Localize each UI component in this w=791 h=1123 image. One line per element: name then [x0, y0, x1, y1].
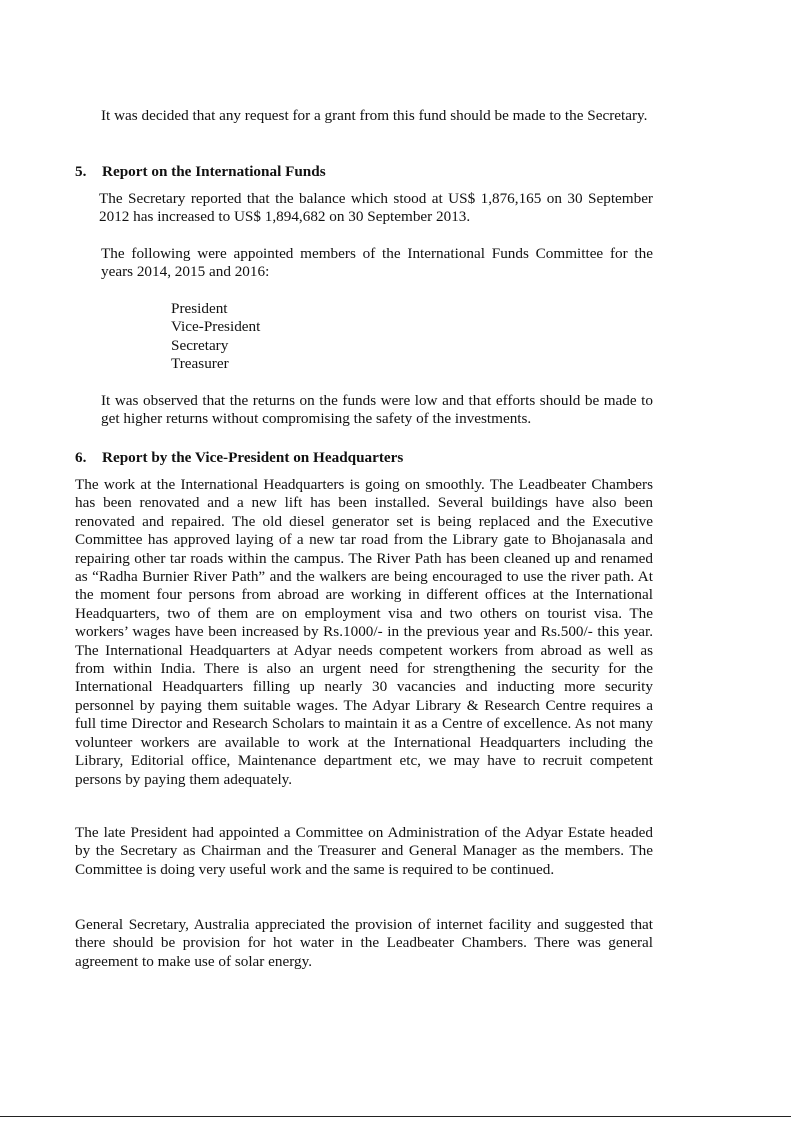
committee-member: Secretary [171, 336, 229, 354]
committee-member: Treasurer [171, 355, 229, 373]
intro-paragraph: It was decided that any request for a grant from this fund should be made to the Secretary. [101, 107, 648, 124]
section-6-paragraph-1: The work at the International Headquarters is going on smoothly. The Leadbeater Chambers has been renovated and a new lift has been installed. Several buildings have also been renovated and repaired. The old diesel generator set is being replaced and the Executive Committee has approved laying of a new tar road from the Library gate to Bhojanasala and repairing other tar roads within the campus. The River Path has been cleaned up and renamed as “Radha Burnier River Path” and the walkers are being encouraged to use the river path. At the moment four persons from abroad are working in different offices at the International Headquarters, two of them are on employment visa and two others on tourist visa. The workers’ wages have been increased by Rs.1000/- in the previous year and Rs.500/- this year. The International Headquarters at Adyar needs competent workers from abroad as well as from within India. There is also an urgent need for strengthening the security for the International Headquarters filling up nearly 30 vacancies and inducting more security personnel by paying them suitable wages. The Adyar Library & Research Centre requires a full time Director and Research Scholars to maintain it as a Centre of excellence. As not many volunteer workers are available to work at the International Headquarters including the Library, Editorial office, Maintenance department etc, we may have to recruit competent persons by paying them adequately. [75, 476, 653, 788]
section-6-paragraph-3: General Secretary, Australia appreciated the provision of internet facility and suggested that there should be provision for hot water in the Leadbeater Chambers. There was general agreement to make use of solar energy. [75, 916, 653, 970]
committee-members-list [171, 300, 471, 374]
committee-member: President [171, 300, 228, 317]
section-5-paragraph-1: The Secretary reported that the balance which stood at US$ 1,876,165 on 30 September 2012 has increased to US$ 1,894,682 on 30 September 2013. [99, 190, 653, 226]
section-6-heading [75, 449, 655, 467]
section-5-title: Report on the International Funds [102, 163, 326, 180]
committee-member: Vice-President [171, 318, 261, 336]
section-5-number: 5. [75, 163, 87, 180]
section-6-paragraph-2: The late President had appointed a Committee on Administration of the Adyar Estate headed by the Secretary as Chairman and the Treasurer and General Manager as the members. The Committee is doing very useful work and the same is required to be continued. [75, 824, 653, 878]
section-6-number: 6. [75, 449, 87, 466]
section-6-title: Report by the Vice-President on Headquarters [102, 449, 404, 466]
section-5-paragraph-3: It was observed that the returns on the funds were low and that efforts should be made to get higher returns without compromising the safety of the investments. [101, 392, 653, 428]
section-5-heading [75, 163, 655, 181]
section-5-paragraph-2: The following were appointed members of the International Funds Committee for the years 2014, 2015 and 2016: [101, 245, 653, 281]
page-bottom-rule [0, 1116, 791, 1117]
